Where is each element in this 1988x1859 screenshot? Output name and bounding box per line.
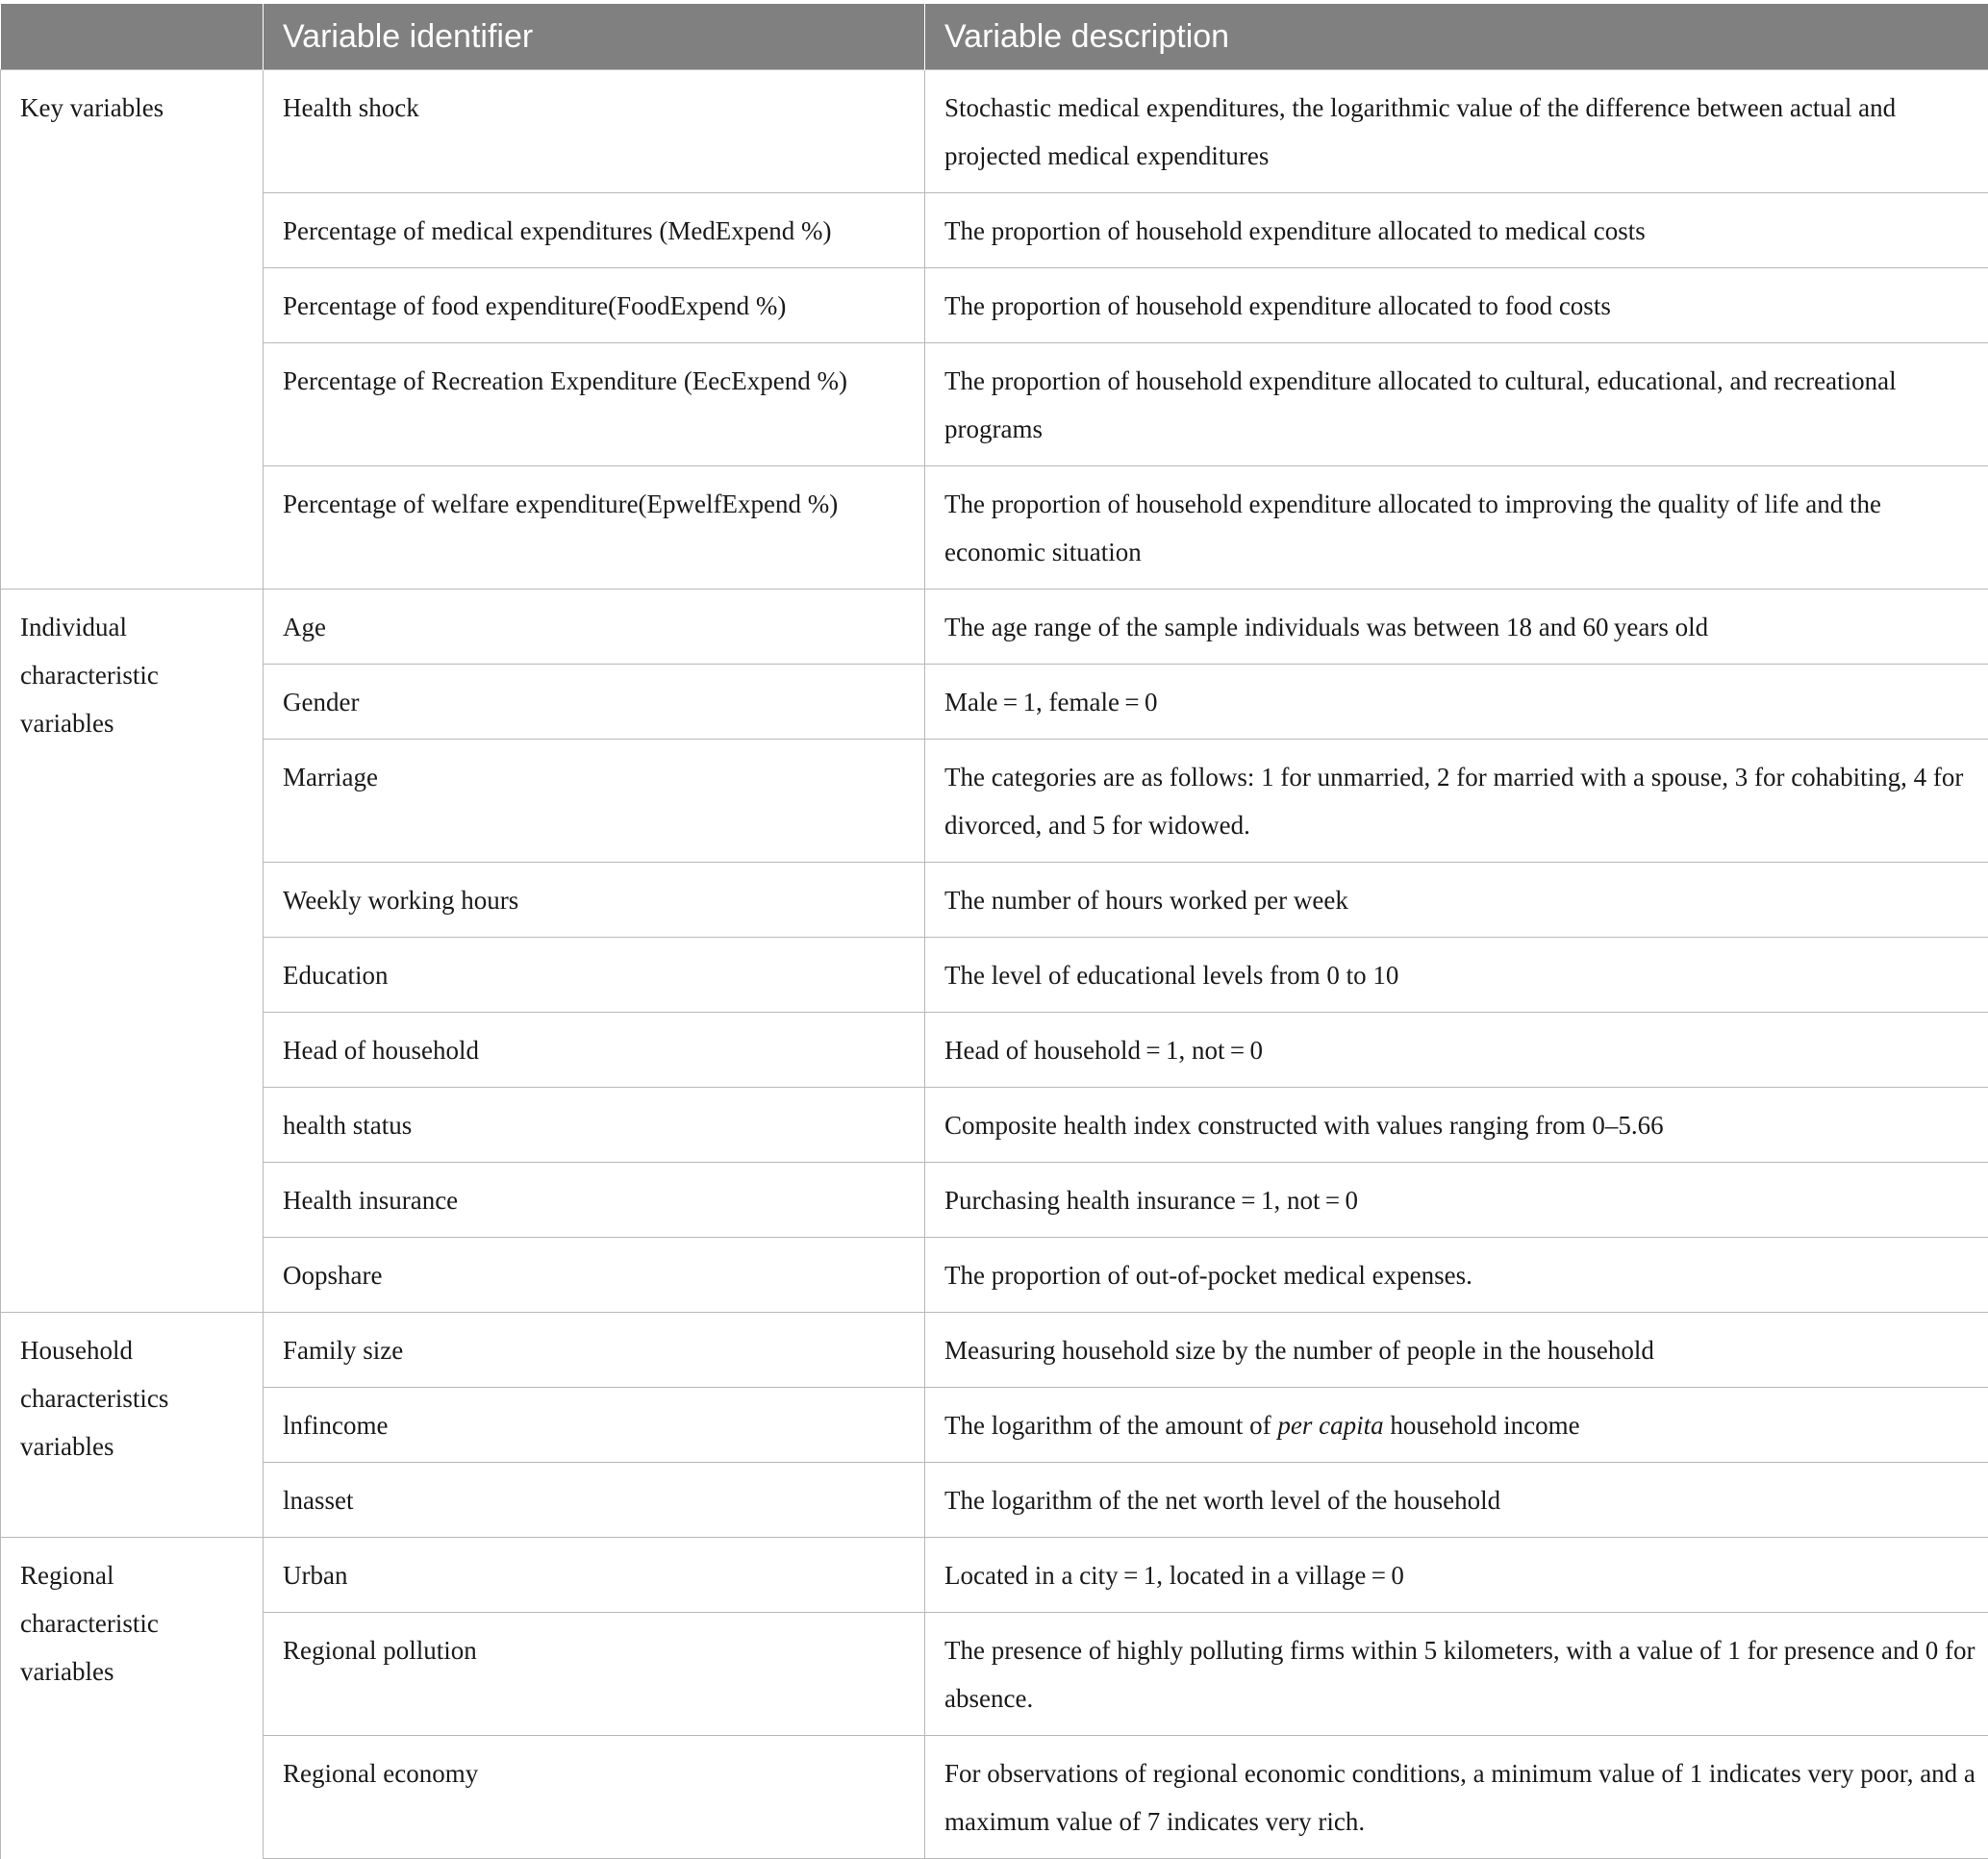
group-label-key-variables: Key variables (1, 70, 264, 590)
table-row (1, 70, 1988, 193)
header-variable-identifier: Variable identifier (264, 4, 925, 70)
variable-description: The level of educational levels from 0 to 10 (925, 938, 1988, 1013)
header-row (1, 4, 1988, 70)
table-row (1, 740, 1988, 863)
variable-identifier: Oopshare (264, 1238, 925, 1313)
table-row (1, 1736, 1988, 1859)
table-row (1, 1163, 1988, 1238)
variable-description: Composite health index constructed with values ranging from 0–5.66 (925, 1088, 1988, 1163)
variable-description: The proportion of household expenditure allocated to cultural, educational, and recreational programs (925, 343, 1988, 466)
table-row (1, 343, 1988, 466)
variable-identifier: Percentage of Recreation Expenditure (EecExpend %) (264, 343, 925, 466)
header-group-column (1, 4, 264, 70)
table-row (1, 1013, 1988, 1088)
variable-description: Male = 1, female = 0 (925, 665, 1988, 740)
variable-description: The proportion of out-of-pocket medical expenses. (925, 1238, 1988, 1313)
group-label-individual-characteristic-variables: Individual characteristic variables (1, 590, 264, 1313)
table-row (1, 1238, 1988, 1313)
variable-identifier: Marriage (264, 740, 925, 863)
table-row (1, 665, 1988, 740)
variable-identifier: Health insurance (264, 1163, 925, 1238)
description-text: The logarithm of the amount of (944, 1411, 1277, 1440)
variable-description: The proportion of household expenditure allocated to medical costs (925, 193, 1988, 268)
variable-description: For observations of regional economic conditions, a minimum value of 1 indicates very poor, and a maximum value of 7 indicates very rich. (925, 1736, 1988, 1859)
table-row (1, 590, 1988, 665)
variable-identifier: Family size (264, 1313, 925, 1388)
table-row (1, 938, 1988, 1013)
variable-description: Stochastic medical expenditures, the logarithmic value of the difference between actual and projected medical expenditures (925, 70, 1988, 193)
variable-identifier: Percentage of medical expenditures (MedExpend %) (264, 193, 925, 268)
table-row (1, 863, 1988, 938)
variable-description: The presence of highly polluting firms within 5 kilometers, with a value of 1 for presence and 0 for absence. (925, 1613, 1988, 1736)
variable-description: Head of household = 1, not = 0 (925, 1013, 1988, 1088)
variable-identifier: Regional economy (264, 1736, 925, 1859)
variable-description: Located in a city = 1, located in a village = 0 (925, 1538, 1988, 1613)
table-row (1, 1613, 1988, 1736)
variable-description: The proportion of household expenditure allocated to improving the quality of life and the economic situation (925, 466, 1988, 590)
variable-identifier: health status (264, 1088, 925, 1163)
table-row (1, 268, 1988, 343)
header-variable-description: Variable description (925, 4, 1988, 70)
table-row (1, 1463, 1988, 1538)
table-row (1, 193, 1988, 268)
variable-description: The categories are as follows: 1 for unmarried, 2 for married with a spouse, 3 for cohabiting, 4 for divorced, and 5 for widowed. (925, 740, 1988, 863)
description-emphasis: per capita (1277, 1411, 1383, 1440)
variables-table (0, 4, 1988, 1859)
variable-description: The number of hours worked per week (925, 863, 1988, 938)
table-header (1, 4, 1988, 70)
variable-identifier: Age (264, 590, 925, 665)
group-label-household-characteristics-variables: Household characteristics variables (1, 1313, 264, 1538)
group-label-regional-characteristic-variables: Regional characteristic variables (1, 1538, 264, 1859)
table-row (1, 1088, 1988, 1163)
variable-identifier: lnasset (264, 1463, 925, 1538)
variable-description: The proportion of household expenditure allocated to food costs (925, 268, 1988, 343)
table-body (1, 70, 1988, 1859)
variable-identifier: Regional pollution (264, 1613, 925, 1736)
table-row (1, 466, 1988, 590)
variable-identifier: Percentage of food expenditure(FoodExpend %) (264, 268, 925, 343)
variable-description (925, 1388, 1988, 1463)
table-row (1, 1313, 1988, 1388)
variable-identifier: Urban (264, 1538, 925, 1613)
table-row (1, 1388, 1988, 1463)
variable-description: Measuring household size by the number of people in the household (925, 1313, 1988, 1388)
variable-identifier: lnfincome (264, 1388, 925, 1463)
variable-identifier: Weekly working hours (264, 863, 925, 938)
variable-identifier: Percentage of welfare expenditure(EpwelfExpend %) (264, 466, 925, 590)
variable-identifier: Health shock (264, 70, 925, 193)
variable-identifier: Head of household (264, 1013, 925, 1088)
variable-description: Purchasing health insurance = 1, not = 0 (925, 1163, 1988, 1238)
variable-description: The logarithm of the net worth level of the household (925, 1463, 1988, 1538)
variable-identifier: Education (264, 938, 925, 1013)
variable-description: The age range of the sample individuals was between 18 and 60 years old (925, 590, 1988, 665)
table-row (1, 1538, 1988, 1613)
variable-identifier: Gender (264, 665, 925, 740)
description-text: household income (1384, 1411, 1580, 1440)
